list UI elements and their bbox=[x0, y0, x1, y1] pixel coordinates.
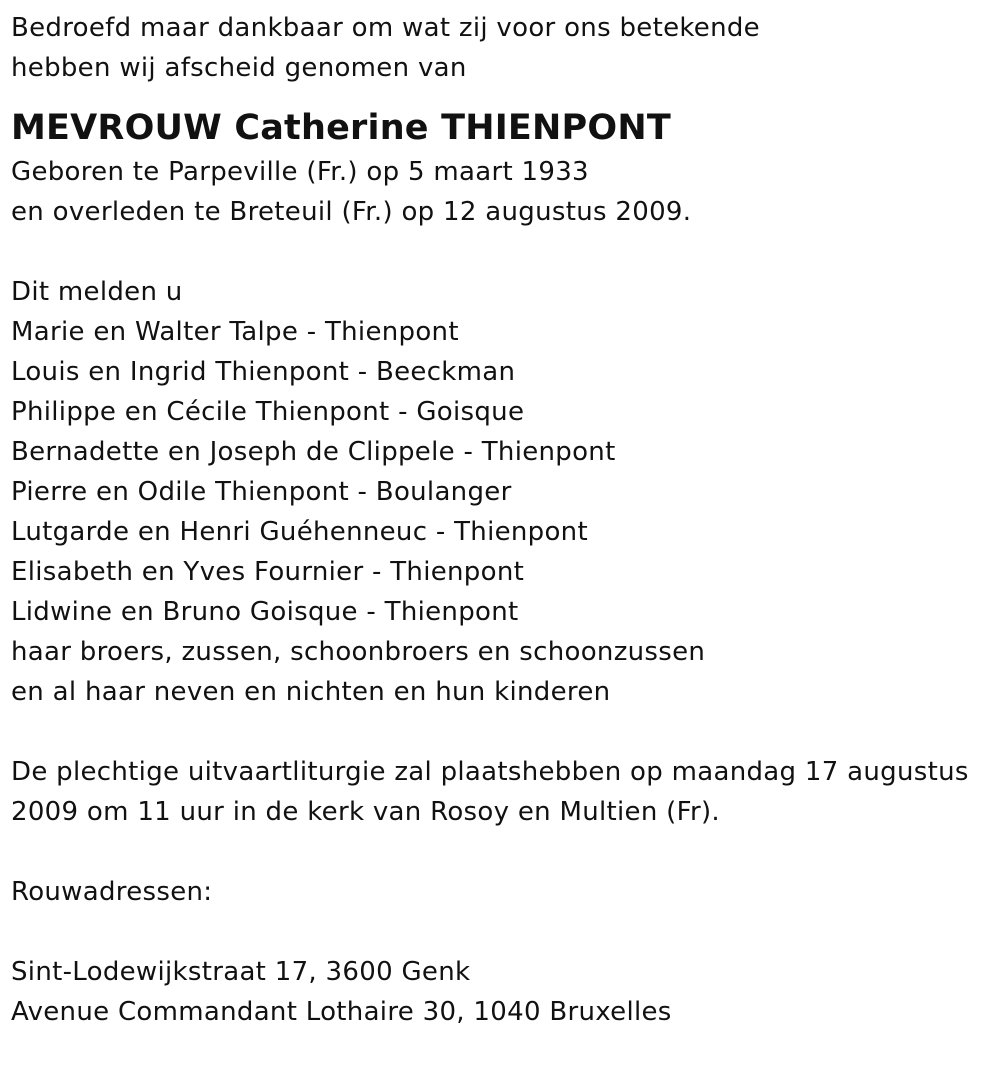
family-member: Lutgarde en Henri Guéhenneuc - Thienpont bbox=[11, 517, 588, 547]
spacer bbox=[11, 832, 1000, 872]
family-member: Elisabeth en Yves Fournier - Thienpont bbox=[11, 557, 525, 587]
birth-line: Geboren te Parpeville (Fr.) op 5 maart 1933 bbox=[11, 157, 589, 187]
funeral-line-2: 2009 om 11 uur in de kerk van Rosoy en Multien (Fr). bbox=[11, 797, 720, 827]
life-dates bbox=[11, 152, 1000, 232]
extended-family-note: en al haar neven en nichten en hun kinderen bbox=[11, 677, 611, 707]
addresses-heading: Rouwadressen: bbox=[11, 877, 213, 907]
family-member: Louis en Ingrid Thienpont - Beeckman bbox=[11, 357, 516, 387]
spacer bbox=[11, 912, 1000, 952]
deceased-name: MEVROUW Catherine THIENPONT bbox=[11, 108, 671, 148]
family-member: Lidwine en Bruno Goisque - Thienpont bbox=[11, 597, 519, 627]
intro-line-2: hebben wij afscheid genomen van bbox=[11, 53, 467, 83]
family-member: Philippe en Cécile Thienpont - Goisque bbox=[11, 397, 525, 427]
intro-line-1: Bedroefd maar dankbaar om wat zij voor ons betekende bbox=[11, 13, 760, 43]
family-member: Marie en Walter Talpe - Thienpont bbox=[11, 317, 459, 347]
spacer bbox=[11, 232, 1000, 272]
spacer bbox=[11, 712, 1000, 752]
addresses-section bbox=[11, 872, 1000, 1032]
funeral-line-1: De plechtige uitvaartliturgie zal plaatshebben op maandag 17 augustus bbox=[11, 757, 969, 787]
siblings-note: haar broers, zussen, schoonbroers en schoonzussen bbox=[11, 637, 706, 667]
family-intro: Dit melden u bbox=[11, 277, 183, 307]
mourning-address: Sint-Lodewijkstraat 17, 3600 Genk bbox=[11, 957, 471, 987]
death-line: en overleden te Breteuil (Fr.) op 12 augustus 2009. bbox=[11, 197, 692, 227]
mourning-address: Avenue Commandant Lothaire 30, 1040 Bruxelles bbox=[11, 997, 672, 1027]
intro-section bbox=[11, 8, 1000, 88]
family-member: Pierre en Odile Thienpont - Boulanger bbox=[11, 477, 512, 507]
family-member: Bernadette en Joseph de Clippele - Thienpont bbox=[11, 437, 616, 467]
family-section bbox=[11, 272, 1000, 712]
funeral-section bbox=[11, 752, 1000, 832]
